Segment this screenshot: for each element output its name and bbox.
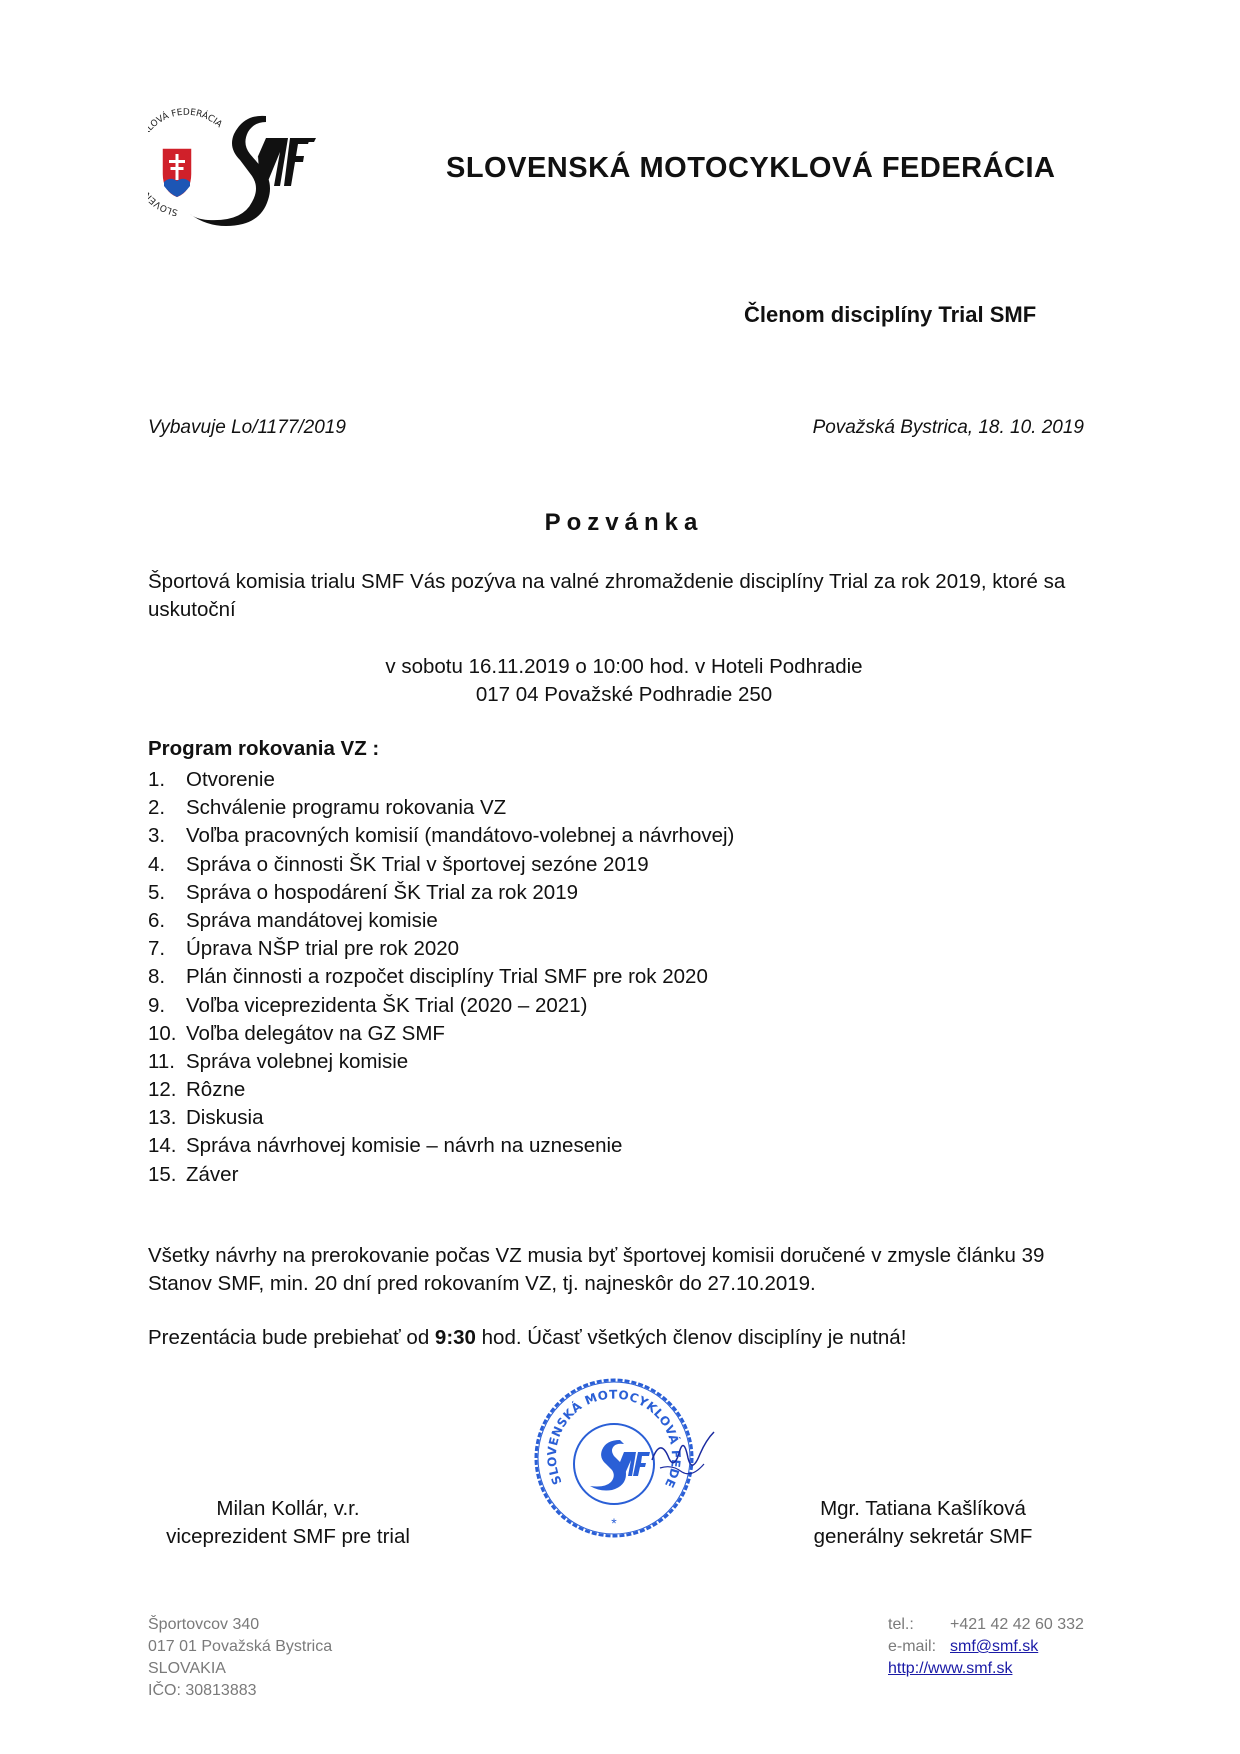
program-item xyxy=(148,1132,734,1160)
organization-title: SLOVENSKÁ MOTOCYKLOVÁ FEDERÁCIA xyxy=(446,152,1056,184)
smf-mark-icon xyxy=(190,116,316,226)
item-text: Schválenie programu rokovania VZ xyxy=(186,796,507,820)
program-item xyxy=(148,1161,734,1189)
footer-address xyxy=(148,1614,332,1702)
venue-block xyxy=(0,653,1240,709)
item-number: 4. xyxy=(148,852,166,876)
program-item xyxy=(148,907,734,935)
program-item xyxy=(148,794,734,822)
item-number: 5. xyxy=(148,880,166,904)
footer-contacts xyxy=(888,1614,1084,1680)
program-item xyxy=(148,963,734,991)
item-number: 14. xyxy=(148,1134,177,1158)
venue-line-1: v sobotu 16.11.2019 o 10:00 hod. v Hoteli Podhradie xyxy=(385,655,863,678)
item-number: 8. xyxy=(148,965,166,989)
item-number: 7. xyxy=(148,937,166,961)
item-number: 9. xyxy=(148,993,166,1017)
program-item xyxy=(148,766,734,794)
reference-number: Vybavuje Lo/1177/2019 xyxy=(148,417,346,438)
email-label: e-mail: xyxy=(888,1638,937,1655)
stamp-ring-text: SLOVENSKÁ MOTOCYKLOVÁ FEDE xyxy=(544,1387,684,1491)
footer-phone-row xyxy=(888,1614,1084,1636)
right-signatory-name: Mgr. Tatiana Kašlíková xyxy=(820,1497,1026,1520)
item-number: 6. xyxy=(148,908,166,932)
document-title: Pozvánka xyxy=(544,509,704,536)
tel-value: +421 42 42 60 332 xyxy=(950,1616,1084,1633)
program-heading: Program rokovania VZ : xyxy=(148,737,380,760)
svg-text:SLOVENSKÁ MOTOCYKLOVÁ FEDERÁCI xyxy=(532,1368,683,1490)
smf-logo xyxy=(148,108,368,238)
program-item xyxy=(148,1076,734,1104)
presentation-text-before: Prezentácia bude prebiehať od xyxy=(148,1326,435,1349)
footer-country: SLOVAKIA xyxy=(148,1660,226,1677)
right-signatory-role: generálny sekretár SMF xyxy=(813,1525,1033,1548)
program-item xyxy=(148,1048,734,1076)
slovak-emblem-icon xyxy=(162,148,192,198)
item-text: Rôzne xyxy=(186,1078,246,1102)
item-text: Úprava NŠP trial pre rok 2020 xyxy=(186,937,460,961)
submission-note: Všetky návrhy na prerokovanie počas VZ musia byť športovej komisii doručené v zmysle článku 39 Stanov SMF, min. 20 dní pred rokovaním VZ, tj. najneskôr do 27.10.2019. xyxy=(148,1244,1045,1295)
program-item xyxy=(148,822,734,850)
item-text: Správa volebnej komisie xyxy=(186,1049,409,1073)
item-number: 12. xyxy=(148,1078,177,1102)
item-text: Voľba delegátov na GZ SMF xyxy=(186,1021,445,1045)
item-text: Záver xyxy=(186,1162,239,1186)
presentation-line xyxy=(148,1326,906,1350)
left-signatory-role: viceprezident SMF pre trial xyxy=(166,1525,410,1548)
venue-line-2: 017 04 Považské Podhradie 250 xyxy=(475,683,773,706)
presentation-time: 9:30 xyxy=(434,1326,476,1349)
item-text: Správa o činnosti ŠK Trial v športovej sezóne 2019 xyxy=(186,852,649,876)
stamp-smf-mark-icon xyxy=(590,1440,650,1491)
footer-street: Športovcov 340 xyxy=(148,1616,260,1633)
official-stamp xyxy=(532,1368,742,1548)
logo-ring-text: SLOVE OVÁ FEDERÁCIA xyxy=(148,108,224,217)
footer-city: 017 01 Považská Bystrica xyxy=(148,1638,333,1655)
item-number: 11. xyxy=(148,1049,175,1073)
item-number: 10. xyxy=(148,1021,177,1045)
item-text: Plán činnosti a rozpočet disciplíny Trial SMF pre rok 2020 xyxy=(186,965,708,989)
stamp-star-icon: * xyxy=(611,1515,617,1531)
item-text: Správa mandátovej komisie xyxy=(186,908,438,932)
item-number: 3. xyxy=(148,824,166,848)
program-list xyxy=(148,766,734,1189)
place-and-date: Považská Bystrica, 18. 10. 2019 xyxy=(812,417,1084,438)
email-link[interactable]: smf@smf.sk xyxy=(950,1638,1039,1655)
program-item xyxy=(148,935,734,963)
recipient-line: Členom disciplíny Trial SMF xyxy=(744,302,1037,327)
tel-label: tel.: xyxy=(888,1616,914,1633)
item-number: 2. xyxy=(148,796,166,820)
item-text: Voľba viceprezidenta ŠK Trial (2020 – 2021) xyxy=(186,993,588,1017)
item-text: Voľba pracovných komisií (mandátovo-volebnej a návrhovej) xyxy=(186,824,735,848)
footer-web-row xyxy=(888,1658,1084,1680)
program-item xyxy=(148,879,734,907)
website-link[interactable]: http://www.smf.sk xyxy=(888,1660,1013,1677)
item-number: 15. xyxy=(148,1162,177,1186)
presentation-text-after: hod. Účasť všetkých členov disciplíny je nutná! xyxy=(475,1326,907,1349)
left-signatory-name: Milan Kollár, v.r. xyxy=(216,1497,360,1520)
item-number: 13. xyxy=(148,1106,177,1130)
signature-right xyxy=(808,1495,1038,1551)
program-item xyxy=(148,1104,734,1132)
item-text: Otvorenie xyxy=(186,768,275,791)
item-text: Správa o hospodárení ŠK Trial za rok 2019 xyxy=(186,880,579,904)
footer-ico: IČO: 30813883 xyxy=(148,1682,257,1699)
invitation-intro: Športová komisia trialu SMF Vás pozýva na valné zhromaždenie disciplíny Trial za rok 2019, ktoré sa uskutoční xyxy=(148,570,1066,621)
signature-left xyxy=(148,1495,428,1551)
program-item xyxy=(148,1020,734,1048)
item-text: Diskusia xyxy=(186,1106,264,1130)
item-number: 1. xyxy=(148,768,166,791)
item-text: Správa návrhovej komisie – návrh na uznesenie xyxy=(186,1134,623,1158)
program-item xyxy=(148,851,734,879)
footer-email-row xyxy=(888,1636,1084,1658)
program-item xyxy=(148,992,734,1020)
